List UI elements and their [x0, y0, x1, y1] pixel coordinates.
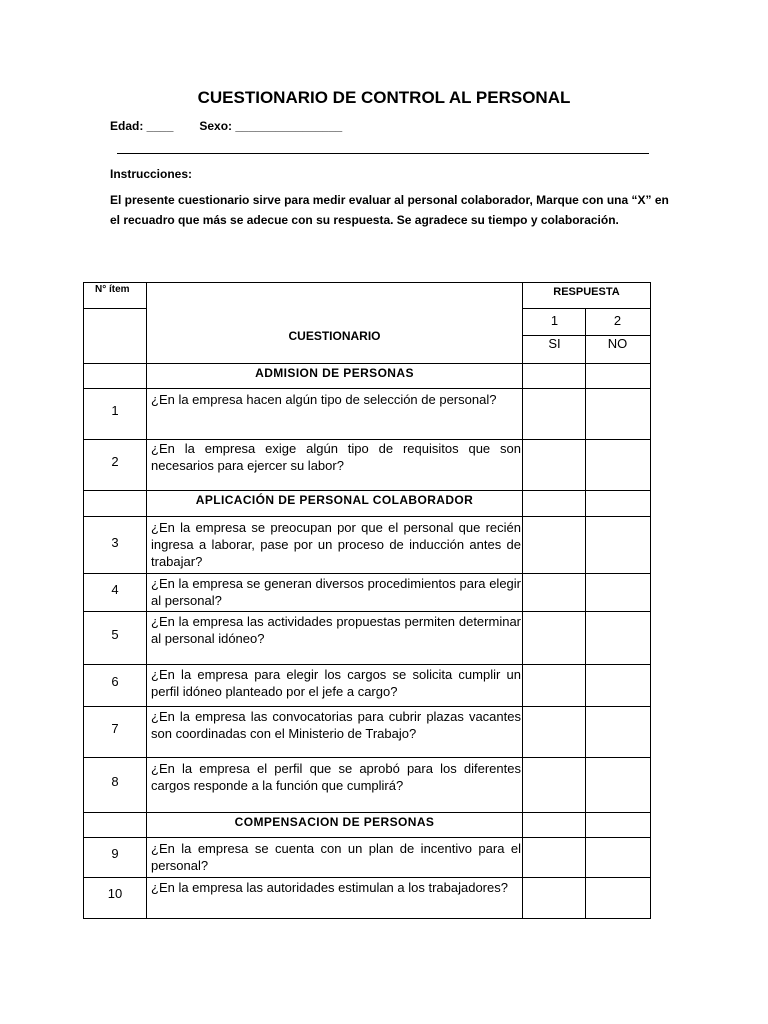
answer-cell-no[interactable]	[586, 838, 650, 876]
answer-cell-si[interactable]	[523, 517, 587, 572]
item-number: 2	[111, 454, 119, 469]
item-number: 10	[107, 886, 123, 901]
question-text: ¿En la empresa para elegir los cargos se solicita cumplir un perfil idóneo planteado por el jefe a cargo?	[151, 667, 521, 699]
answer-label-si: SI	[548, 336, 561, 351]
answer-cell-no[interactable]	[586, 440, 650, 489]
answer-cell-si[interactable]	[523, 665, 587, 705]
table-line	[83, 363, 651, 364]
question-text: ¿En la empresa las actividades propuestas permiten determinar al personal idóneo?	[151, 614, 521, 646]
answer-cell-no[interactable]	[586, 612, 650, 663]
answer-number-1: 1	[550, 313, 559, 328]
questionnaire-header: CUESTIONARIO	[288, 329, 381, 343]
item-number: 8	[111, 774, 119, 789]
answer-number-2: 2	[613, 313, 622, 328]
table-line	[83, 308, 146, 309]
question-text: ¿En la empresa exige algún tipo de requisitos que son necesarios para ejercer su labor?	[151, 441, 521, 473]
table-border-left	[83, 282, 84, 918]
question-text: ¿En la empresa las convocatorias para cubrir plazas vacantes son coordinadas con el Ministerio de Trabajo?	[151, 709, 521, 741]
document-title: CUESTIONARIO DE CONTROL AL PERSONAL	[197, 88, 571, 107]
answer-cell-no[interactable]	[586, 574, 650, 610]
item-number: 4	[111, 582, 119, 597]
answer-cell-no[interactable]	[586, 707, 650, 756]
item-number: 6	[111, 674, 119, 689]
question-text: ¿En la empresa el perfil que se aprobó para los diferentes cargos responde a la función que cumplirá?	[151, 761, 521, 793]
question-text: ¿En la empresa se preocupan por que el personal que recién ingresa a laborar, pase por un proceso de inducción antes de trabajar?	[151, 520, 521, 569]
table-border-right	[650, 282, 651, 918]
answer-cell-si[interactable]	[523, 440, 587, 489]
answer-cell-si[interactable]	[523, 707, 587, 756]
item-number: 5	[111, 627, 119, 642]
item-number: 7	[111, 721, 119, 736]
item-number: 9	[111, 846, 119, 861]
table-line	[83, 812, 651, 813]
answer-cell-no[interactable]	[586, 758, 650, 811]
item-number: 3	[111, 535, 119, 550]
answer-cell-si[interactable]	[523, 758, 587, 811]
answer-cell-si[interactable]	[523, 389, 587, 438]
question-text: ¿En la empresa se generan diversos procedimientos para elegir al personal?	[151, 576, 521, 608]
answer-cell-si[interactable]	[523, 612, 587, 663]
answer-cell-no[interactable]	[586, 878, 650, 917]
answer-cell-no[interactable]	[586, 517, 650, 572]
question-text: ¿En la empresa se cuenta con un plan de incentivo para el personal?	[151, 841, 521, 873]
answer-cell-si[interactable]	[523, 838, 587, 876]
section-title: ADMISION DE PERSONAS	[255, 366, 414, 380]
table-border-top	[83, 282, 651, 283]
answer-cell-si[interactable]	[523, 574, 587, 610]
section-title: APLICACIÓN DE PERSONAL COLABORADOR	[195, 493, 474, 507]
answer-cell-si[interactable]	[523, 878, 587, 917]
sexo-field: Sexo: ________________	[199, 119, 343, 133]
edad-field: Edad: ____	[110, 119, 174, 133]
table-border-bottom	[83, 918, 651, 919]
table-line	[522, 308, 651, 309]
section-title: COMPENSACION DE PERSONAS	[234, 815, 435, 829]
instructions-label: Instrucciones:	[110, 167, 193, 181]
answer-cell-no[interactable]	[586, 389, 650, 438]
question-text: ¿En la empresa las autoridades estimulan a los trabajadores?	[151, 880, 508, 895]
response-header: RESPUESTA	[553, 286, 620, 298]
question-text: ¿En la empresa hacen algún tipo de selección de personal?	[151, 392, 497, 407]
item-number: 1	[111, 403, 119, 418]
answer-cell-no[interactable]	[586, 665, 650, 705]
answer-label-no: NO	[607, 336, 628, 351]
item-number-header: N° ítem	[95, 284, 130, 295]
table-line	[83, 490, 651, 491]
instructions-text: El presente cuestionario sirve para medir evaluar al personal colaborador, Marque con una “X” en el recuadro que más se adecue con su respuesta. Se agradece su tiempo y colaboración.	[110, 193, 669, 227]
